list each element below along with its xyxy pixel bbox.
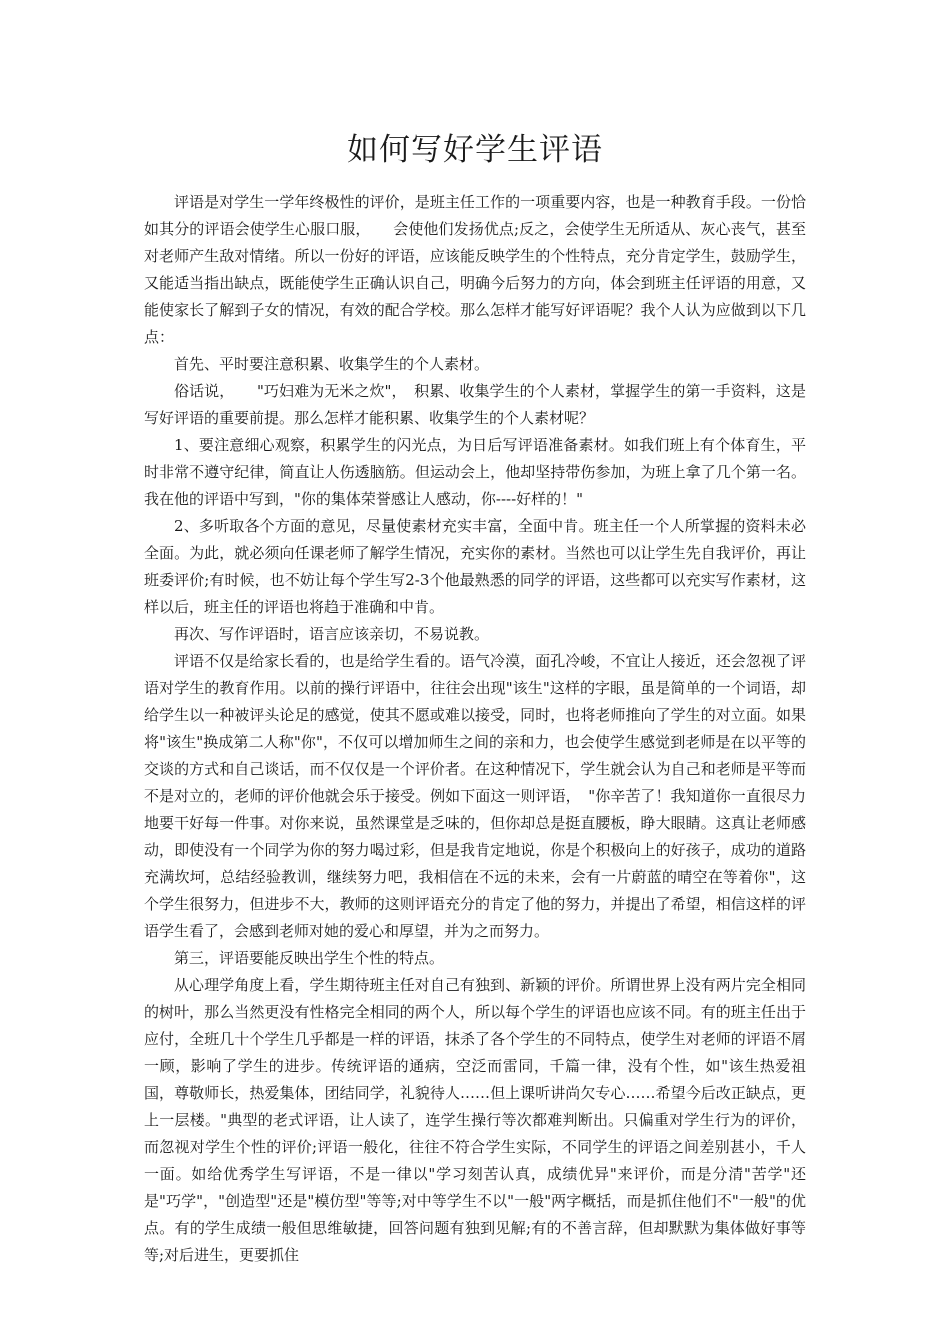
- document-title: 如何写好学生评语: [347, 132, 603, 168]
- heading-first-point: 首先、平时要注意积累、收集学生的个人素材。: [174, 355, 490, 373]
- paragraph-observe: 1、要注意细心观察，积累学生的闪光点，为日后写评语准备素材。如我们班上有个体育生，平时非常不遵守纪律，简直让人伤透脑筋。但运动会上，他却坚持带伤参加，为班上拿了几个第一名。我在他的评语中写到，"你的集体荣誉感让人感动，你----好样的！": [144, 436, 806, 508]
- heading-third-point: 第三，评语要能反映出学生个性的特点。: [174, 949, 445, 967]
- document-body: [144, 189, 806, 1269]
- paragraph-proverb: 俗话说， "巧妇难为无米之炊"， 积累、收集学生的个人素材，掌握学生的第一手资料，这是写好评语的重要前提。那么怎样才能积累、收集学生的个人素材呢？: [144, 382, 806, 427]
- paragraph-intro: 评语是对学生一学年终极性的评价，是班主任工作的一项重要内容，也是一种教育手段。一份恰如其分的评语会使学生心服口服， 会使他们发扬优点;反之，会使学生无所适从、灰心丧气，甚至对老师产生敌对情绪。所以一份好的评语，应该能反映学生的个性特点，充分肯定学生，鼓励学生，又能适当指出缺点，既能使学生正确认识自己，明确今后努力的方向，体会到班主任评语的用意，又能使家长了解到子女的情况，有效的配合学校。那么怎样才能写好评语呢？我个人认为应做到以下几点：: [144, 193, 806, 346]
- paragraph-listen: 2、多听取各个方面的意见，尽量使素材充实丰富，全面中肯。班主任一个人所掌握的资料未必全面。为此，就必须向任课老师了解学生情况，充实你的素材。当然也可以让学生先自我评价，再让班委评价;有时候，也不妨让每个学生写2-3个他最熟悉的同学的评语，这些都可以充实写作素材，这样以后，班主任的评语也将趋于准确和中肯。: [144, 517, 806, 616]
- heading-second-point: 再次、写作评语时，语言应该亲切，不易说教。: [174, 625, 490, 643]
- document-page: [144, 0, 806, 1269]
- paragraph-tone: 评语不仅是给家长看的，也是给学生看的。语气冷漠，面孔冷峻，不宜让人接近，还会忽视了评语对学生的教育作用。以前的操行评语中，往往会出现"该生"这样的字眼，虽是简单的一个词语，却给学生以一种被评头论足的感觉，使其不愿或难以接受，同时，也将老师推向了学生的对立面。如果将"该生"换成第二人称"你"，不仅可以增加师生之间的亲和力，也会使学生感觉到老师是在以平等的交谈的方式和自己谈话，而不仅仅是一个评价者。在这种情况下，学生就会认为自己和老师是平等而不是对立的，老师的评价他就会乐于接受。例如下面这一则评语， "你辛苦了！我知道你一直很尽力地要干好每一件事。对你来说，虽然课堂是乏味的，但你却总是挺直腰板，睁大眼睛。这真让老师感动，即使没有一个同学为你的努力喝过彩，但是我肯定地说，你是个积极向上的好孩子，成功的道路充满坎坷，总结经验教训，继续努力吧，我相信在不远的未来，会有一片蔚蓝的晴空在等着你"，这个学生很努力，但进步不大，教师的这则评语充分的肯定了他的努力，并提出了希望，相信这样的评语学生看了，会感到老师对她的爱心和厚望，并为之而努力。: [144, 652, 806, 940]
- paragraph-personality: 从心理学角度上看，学生期待班主任对自己有独到、新颖的评价。所谓世界上没有两片完全相同的树叶，那么当然更没有性格完全相同的两个人，所以每个学生的评语也应该不同。有的班主任出于应付，全班几十个学生几乎都是一样的评语，抹杀了各个学生的不同特点，使学生对老师的评语不屑一顾，影响了学生的进步。传统评语的通病，空泛而雷同，千篇一律，没有个性，如"该生热爱祖国，尊敬师长，热爱集体，团结同学，礼貌待人……但上课听讲尚欠专心……希望今后改正缺点，更上一层楼。"典型的老式评语，让人读了，连学生操行等次都难判断出。只偏重对学生行为的评价，而忽视对学生个性的评价;评语一般化，往往不符合学生实际，不同学生的评语之间差别甚小，千人一面。如给优秀学生写评语，不是一律以"学习刻苦认真，成绩优异"来评价，而是分清"苦学"还是"巧学"，"创造型"还是"模仿型"等等;对中等学生不以"一般"两字概括，而是抓住他们不"一般"的优点。有的学生成绩一般但思维敏捷，回答问题有独到见解;有的不善言辞，但却默默为集体做好事等等;对后进生，更要抓住: [144, 976, 806, 1264]
